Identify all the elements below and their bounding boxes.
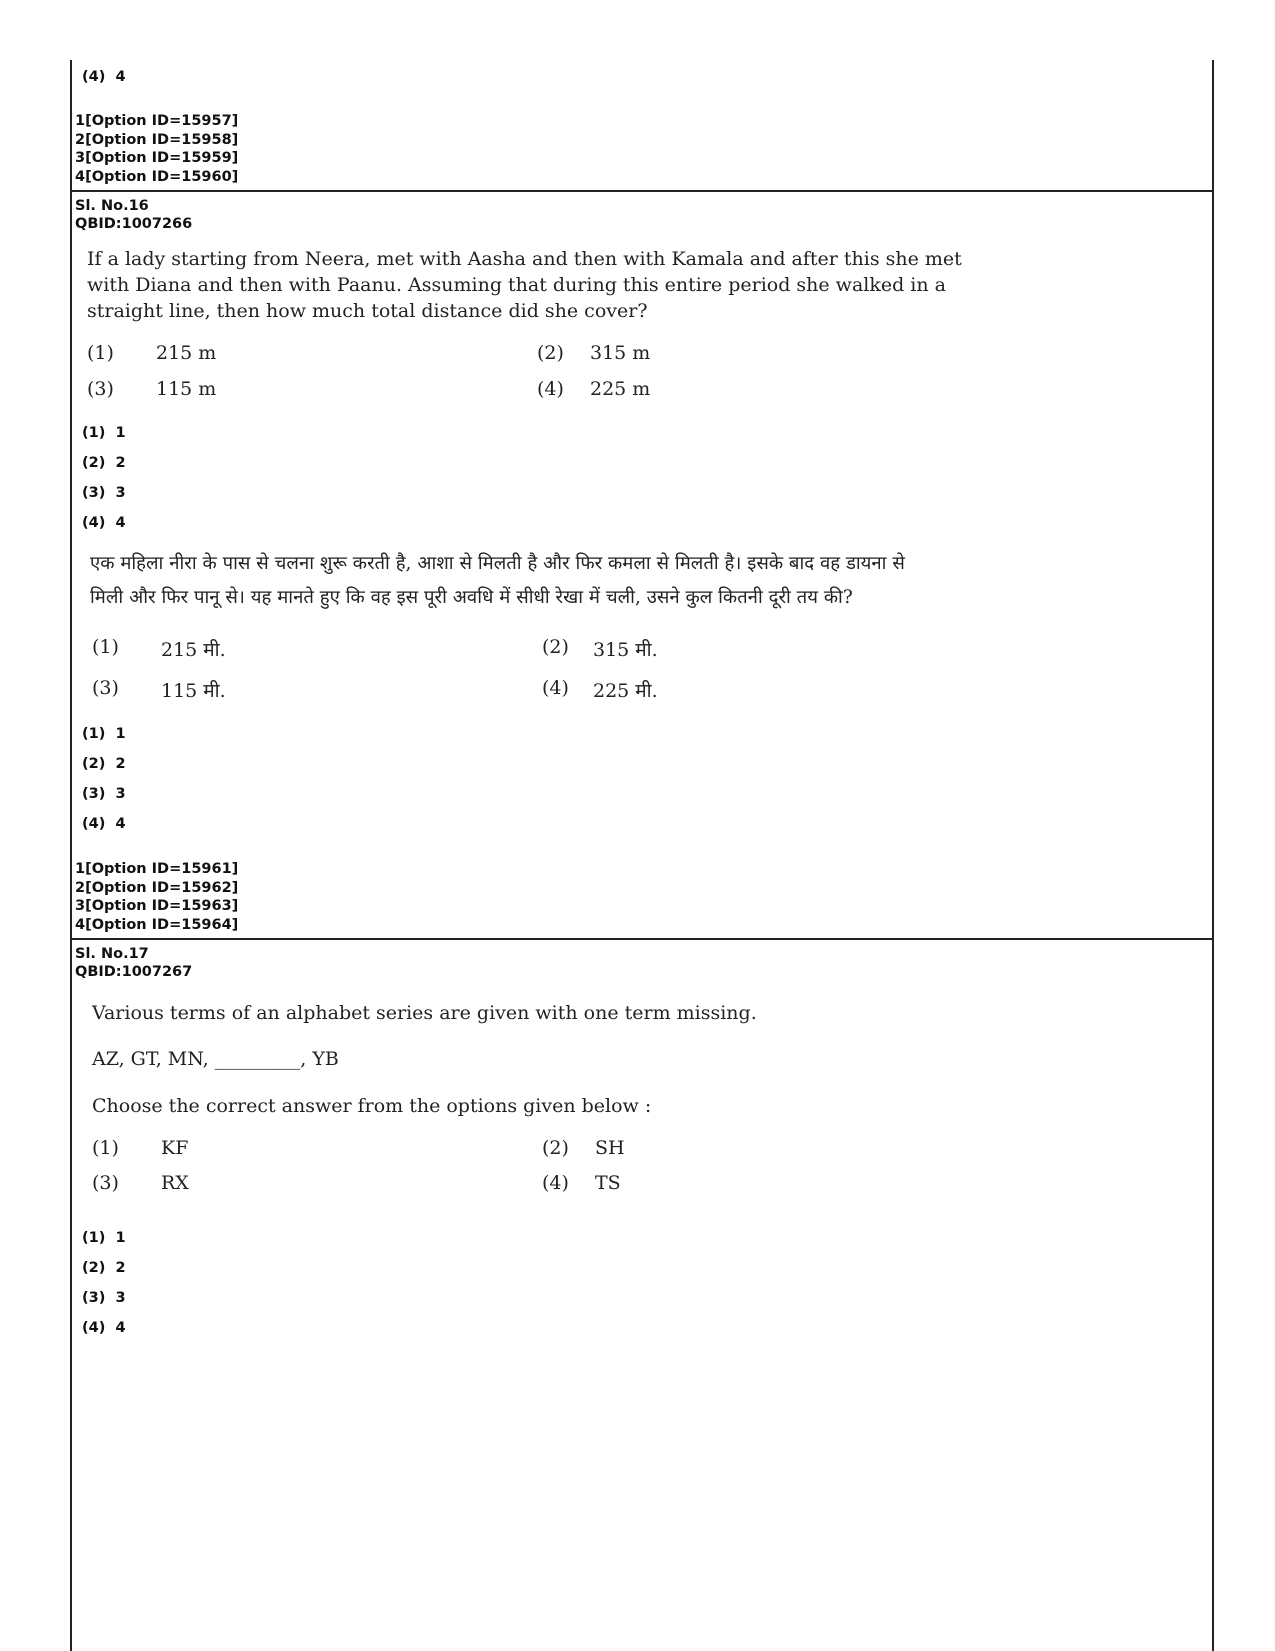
serial-number: Sl. No.16 xyxy=(75,198,149,214)
option-id: 4[Option ID=15960] xyxy=(75,168,239,185)
response-option: (2) 2 xyxy=(82,455,126,471)
series-prefix: AZ, GT, MN, xyxy=(92,1048,209,1070)
option-number: (2) xyxy=(542,636,569,658)
option-number: (4) xyxy=(537,378,564,400)
option-value: SH xyxy=(595,1137,625,1159)
option-number: (3) xyxy=(92,1172,119,1194)
option-id-list xyxy=(75,112,238,186)
option-number: (2) xyxy=(537,342,564,364)
option-value: 215 मी. xyxy=(161,639,226,661)
option-id: 3[Option ID=15963] xyxy=(75,898,239,914)
option-value: 315 m xyxy=(590,342,651,364)
option-number: (1) xyxy=(87,342,114,364)
question-text-hindi xyxy=(90,547,905,615)
option-value: KF xyxy=(161,1137,189,1159)
question-line: मिली और फिर पानू से। यह मानते हुए कि वह इस पूरी अवधि में सीधी रेखा में चली, उसने कुल कितनी दूरी तय की? xyxy=(90,587,853,608)
option-number: (1) xyxy=(92,1137,119,1159)
response-option: (3) 3 xyxy=(82,786,126,802)
question-line: एक महिला नीरा के पास से चलना शुरू करती है, आशा से मिलती है और फिर कमला से मिलती है। इसके बाद वह डायना से xyxy=(90,553,905,574)
question-instruction: Choose the correct answer from the options given below : xyxy=(92,1095,652,1117)
right-border xyxy=(1212,60,1214,1651)
question-divider xyxy=(70,938,1214,940)
option-id: 4[Option ID=15964] xyxy=(75,916,239,933)
response-option: (1) 1 xyxy=(82,726,126,742)
option-value: TS xyxy=(595,1172,621,1194)
option-value: 225 मी. xyxy=(593,680,658,702)
response-option: (1) 1 xyxy=(82,425,126,441)
series-line xyxy=(92,1046,339,1072)
response-option: (3) 3 xyxy=(82,1290,126,1306)
question-header xyxy=(75,945,192,981)
qbid: QBID:1007266 xyxy=(75,216,193,232)
response-option: (4) 4 xyxy=(82,69,126,85)
option-id-list xyxy=(75,860,238,934)
option-id: 2[Option ID=15962] xyxy=(75,879,239,896)
series-blank: _________ xyxy=(214,1048,301,1070)
response-option: (4) 4 xyxy=(82,816,126,832)
serial-number: Sl. No.17 xyxy=(75,946,149,962)
question-header xyxy=(75,197,192,233)
option-number: (4) xyxy=(542,1172,569,1194)
response-option: (1) 1 xyxy=(82,1230,126,1246)
option-id: 1[Option ID=15957] xyxy=(75,113,239,129)
option-number: (3) xyxy=(92,677,119,699)
option-id: 1[Option ID=15961] xyxy=(75,861,239,877)
option-id: 2[Option ID=15958] xyxy=(75,131,239,148)
response-option: (4) 4 xyxy=(82,1320,126,1336)
response-option: (2) 2 xyxy=(82,756,126,772)
response-option: (3) 3 xyxy=(82,485,126,501)
option-value: 315 मी. xyxy=(593,639,658,661)
option-number: (1) xyxy=(92,636,119,658)
option-value: 215 m xyxy=(156,342,217,364)
option-number: (3) xyxy=(87,378,114,400)
option-value: 115 मी. xyxy=(161,680,226,702)
question-divider xyxy=(70,190,1214,192)
response-option: (4) 4 xyxy=(82,515,126,531)
series-suffix: , YB xyxy=(300,1048,339,1070)
question-intro: Various terms of an alphabet series are given with one term missing. xyxy=(92,1002,757,1024)
qbid: QBID:1007267 xyxy=(75,964,193,980)
response-option: (2) 2 xyxy=(82,1260,126,1276)
question-line: If a lady starting from Neera, met with Aasha and then with Kamala and after this she met xyxy=(87,248,962,270)
option-id: 3[Option ID=15959] xyxy=(75,150,239,166)
question-line: with Diana and then with Paanu. Assuming that during this entire period she walked in a xyxy=(87,274,946,296)
option-value: RX xyxy=(161,1172,189,1194)
question-line: straight line, then how much total distance did she cover? xyxy=(87,300,648,322)
option-value: 115 m xyxy=(156,378,217,400)
option-number: (4) xyxy=(542,677,569,699)
option-value: 225 m xyxy=(590,378,651,400)
left-border xyxy=(70,60,72,1651)
option-number: (2) xyxy=(542,1137,569,1159)
question-text-english xyxy=(87,246,962,324)
